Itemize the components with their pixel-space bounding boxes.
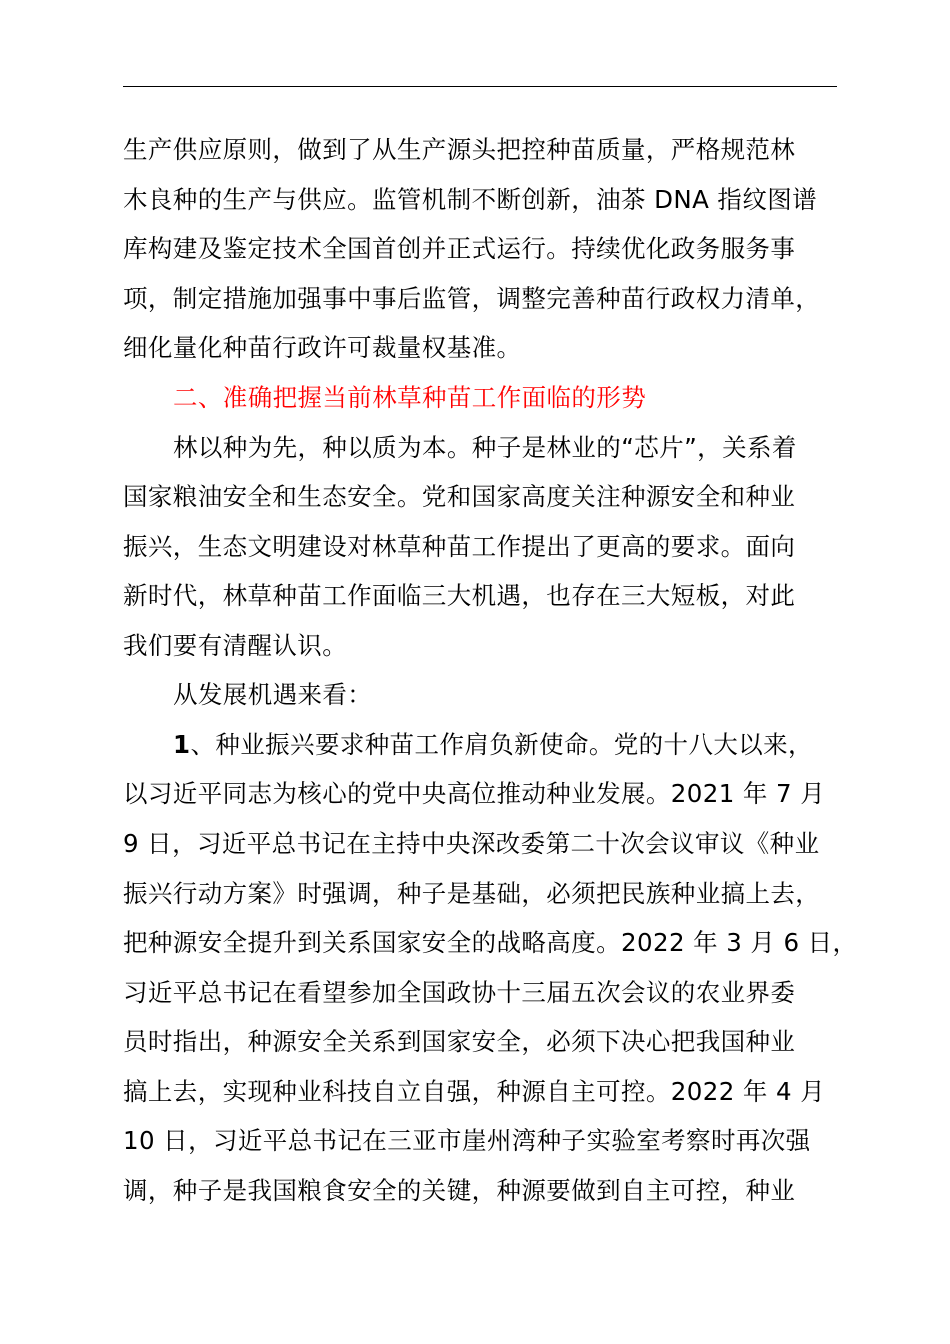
paragraph-line: 把种源安全提升到关系国家安全的战略高度。2022 年 3 月 6 日， — [123, 928, 858, 957]
paragraph-line: 员时指出，种源安全关系到国家安全，必须下决心把我国种业 — [123, 1027, 796, 1056]
paragraph-line: 国家粮油安全和生态安全。党和国家高度关注种源安全和种业 — [123, 482, 796, 511]
header-rule — [123, 86, 837, 87]
item-text: 、种业振兴要求种苗工作肩负新使命。党的十八大以来， — [190, 730, 813, 759]
paragraph-line: 细化量化种苗行政许可裁量权基准。 — [123, 333, 522, 362]
paragraph-line: 林以种为先，种以质为本。种子是林业的“芯片”，关系着 — [173, 433, 797, 462]
paragraph-line: 振兴，生态文明建设对林草种苗工作提出了更高的要求。面向 — [123, 532, 796, 561]
paragraph-line: 以习近平同志为核心的党中央高位推动种业发展。2021 年 7 月 — [123, 779, 826, 808]
paragraph-line: 9 日，习近平总书记在主持中央深改委第二十次会议审议《种业 — [123, 829, 820, 858]
paragraph-line: 搞上去，实现种业科技自立自强，种源自主可控。2022 年 4 月 — [123, 1077, 826, 1106]
item-number: 1 — [173, 730, 191, 759]
paragraph-line: 新时代，林草种苗工作面临三大机遇，也存在三大短板，对此 — [123, 581, 796, 610]
paragraph-line: 项，制定措施加强事中事后监管，调整完善种苗行政权力清单， — [123, 284, 821, 313]
paragraph-line: 我们要有清醒认识。 — [123, 631, 348, 660]
numbered-item-line — [173, 725, 813, 765]
paragraph-line: 从发展机遇来看： — [173, 680, 373, 709]
paragraph-line: 库构建及鉴定技术全国首创并正式运行。持续优化政务服务事 — [123, 234, 796, 263]
paragraph-line: 木良种的生产与供应。监管机制不断创新，油茶 DNA 指纹图谱 — [123, 185, 818, 214]
paragraph-line: 调，种子是我国粮食安全的关键，种源要做到自主可控，种业 — [123, 1176, 796, 1205]
section-heading: 二、准确把握当前林草种苗工作面临的形势 — [173, 383, 647, 412]
paragraph-line: 10 日，习近平总书记在三亚市崖州湾种子实验室考察时再次强 — [123, 1126, 811, 1155]
paragraph-line: 习近平总书记在看望参加全国政协十三届五次会议的农业界委 — [123, 978, 796, 1007]
paragraph-line: 振兴行动方案》时强调，种子是基础，必须把民族种业搞上去， — [123, 879, 821, 908]
paragraph-line: 生产供应原则，做到了从生产源头把控种苗质量，严格规范林 — [123, 135, 796, 164]
